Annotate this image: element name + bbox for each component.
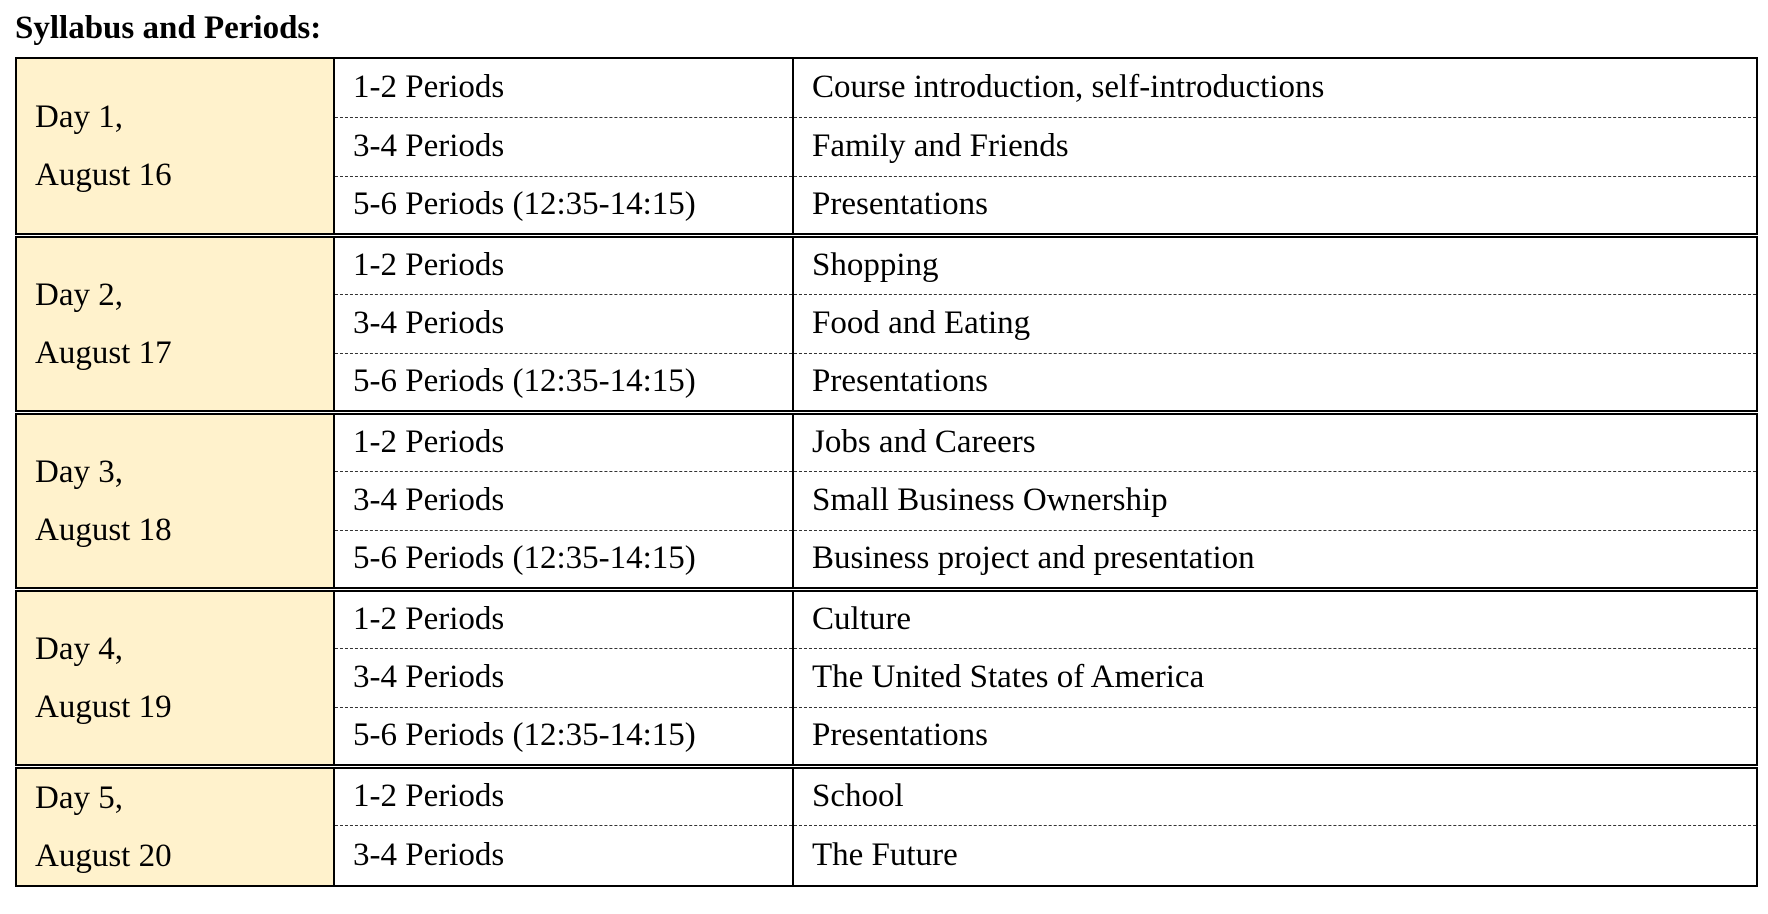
topic-cell: Course introduction, self-introductions (793, 58, 1757, 117)
syllabus-table (15, 57, 1758, 887)
topic-cell: Culture (793, 589, 1757, 648)
period-cell: 1-2 Periods (334, 766, 793, 826)
table-row (16, 589, 1757, 648)
topic-cell: Family and Friends (793, 117, 1757, 176)
topic-cell: Jobs and Careers (793, 412, 1757, 471)
topic-cell: Presentations (793, 707, 1757, 766)
topic-cell: Food and Eating (793, 294, 1757, 353)
day-date: August 19 (35, 688, 172, 725)
period-cell: 5-6 Periods (12:35-14:15) (334, 353, 793, 412)
day-label: Day 5, (35, 779, 123, 816)
topic-cell: School (793, 766, 1757, 826)
topic-cell: Presentations (793, 353, 1757, 412)
period-cell: 3-4 Periods (334, 826, 793, 886)
period-cell: 5-6 Periods (12:35-14:15) (334, 176, 793, 235)
period-cell: 3-4 Periods (334, 648, 793, 707)
period-cell: 3-4 Periods (334, 471, 793, 530)
day-label: Day 1, (35, 98, 123, 135)
day-date: August 18 (35, 511, 172, 548)
day-date: August 17 (35, 334, 172, 371)
day-label: Day 4, (35, 630, 123, 667)
day-label: Day 3, (35, 453, 123, 490)
topic-cell: Business project and presentation (793, 530, 1757, 589)
period-cell: 5-6 Periods (12:35-14:15) (334, 530, 793, 589)
period-cell: 1-2 Periods (334, 412, 793, 471)
table-row (16, 766, 1757, 826)
topic-cell: Shopping (793, 235, 1757, 294)
day-cell (16, 58, 334, 235)
topic-cell: The United States of America (793, 648, 1757, 707)
day-date: August 20 (35, 837, 172, 874)
topic-cell: Small Business Ownership (793, 471, 1757, 530)
topic-cell: The Future (793, 826, 1757, 886)
day-cell (16, 589, 334, 766)
period-cell: 5-6 Periods (12:35-14:15) (334, 707, 793, 766)
page-title: Syllabus and Periods: (15, 10, 322, 46)
day-cell (16, 766, 334, 886)
day-label: Day 2, (35, 276, 123, 313)
period-cell: 3-4 Periods (334, 294, 793, 353)
period-cell: 1-2 Periods (334, 589, 793, 648)
period-cell: 1-2 Periods (334, 58, 793, 117)
period-cell: 3-4 Periods (334, 117, 793, 176)
topic-cell: Presentations (793, 176, 1757, 235)
day-cell (16, 412, 334, 589)
day-cell (16, 235, 334, 412)
table-row (16, 58, 1757, 117)
day-date: August 16 (35, 156, 172, 193)
table-row (16, 412, 1757, 471)
table-row (16, 235, 1757, 294)
period-cell: 1-2 Periods (334, 235, 793, 294)
